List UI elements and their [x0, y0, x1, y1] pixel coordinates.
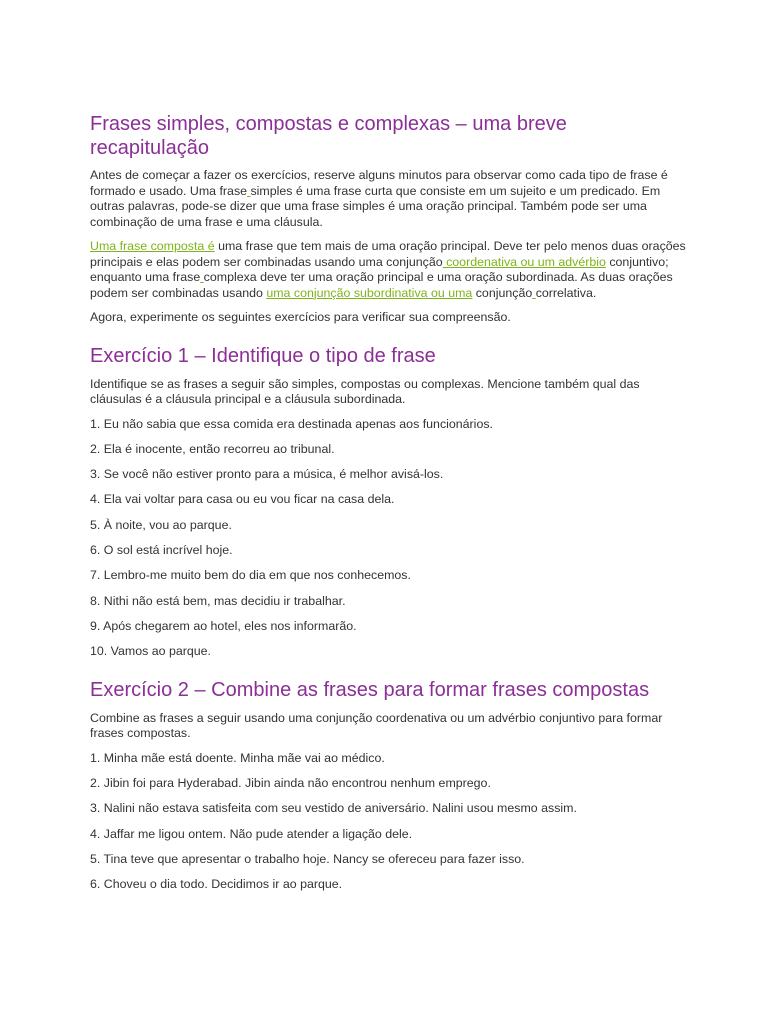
- intro-p2-text-c: complexa deve ter uma oração principal e uma oração subordinada. As duas orações podem ser combinadas usando: [90, 270, 673, 300]
- exercise-2-list: [90, 751, 686, 893]
- coordinating-conjunction-link[interactable]: coordenativa ou um advérbio: [442, 254, 606, 269]
- compound-sentence-link[interactable]: Uma frase composta é: [90, 239, 215, 253]
- subordinating-conjunction-link[interactable]: uma conjunção subordinativa ou uma: [266, 285, 473, 300]
- list-item: 1. Minha mãe está doente. Minha mãe vai ao médico.: [90, 750, 385, 765]
- list-item: 5. À noite, vou ao parque.: [90, 517, 232, 532]
- list-item: 3. Nalini não estava satisfeita com seu vestido de aniversário. Nalini usou mesmo assim.: [90, 801, 577, 816]
- list-item: 4. Jaffar me ligou ontem. Não pude atender a ligação dele.: [90, 826, 413, 841]
- list-item: 1. Eu não sabia que essa comida era destinada apenas aos funcionários.: [90, 416, 493, 431]
- intro-p1-text-b: simples é uma frase curta que consiste em um sujeito e um predicado. Em outras palavras, pode-se dizer que uma frase simples é uma oração principal. Também pode ser uma combinação de uma frase e uma cláusula.: [90, 183, 661, 229]
- intro-paragraph-1: [90, 168, 686, 230]
- exercise-1-list: [90, 417, 686, 660]
- exercise-1-instructions: Identifique se as frases a seguir são simples, compostas ou complexas. Mencione também qual das cláusulas é a cláusula principal e a cláusula subordinada.: [90, 376, 640, 406]
- intro-p1-text-a: Antes de começar a fazer os exercícios, reserve alguns minutos para observar como cada tipo de frase é formado e usado. Uma frase: [90, 168, 668, 198]
- exercise-2-heading: Exercício 2 – Combine as frases para formar frases compostas: [90, 678, 650, 701]
- list-item: 10. Vamos ao parque.: [90, 644, 212, 659]
- exercise-1-heading: Exercício 1 – Identifique o tipo de frase: [90, 344, 436, 367]
- list-item: 6. Choveu o dia todo. Decidimos ir ao parque.: [90, 877, 343, 892]
- document-content: [90, 112, 686, 902]
- intro-p2-text-e: correlativa.: [535, 285, 597, 300]
- list-item: 8. Nithi não está bem, mas decidiu ir trabalhar.: [90, 593, 346, 608]
- list-item: 5. Tina teve que apresentar o trabalho hoje. Nancy se ofereceu para fazer isso.: [90, 851, 525, 866]
- intro-p2-text-b: conjuntivo; enquanto uma frase: [90, 254, 669, 284]
- exercise-2-instructions: Combine as frases a seguir usando uma conjunção coordenativa ou um advérbio conjuntivo para formar frases compostas.: [90, 710, 663, 741]
- intro-p2-text-d: conjunção: [472, 285, 533, 300]
- list-item: 3. Se você não estiver pronto para a música, é melhor avisá-los.: [90, 467, 444, 482]
- list-item: 6. O sol está incrível hoje.: [90, 542, 233, 557]
- list-item: 2. Ela é inocente, então recorreu ao tribunal.: [90, 441, 335, 456]
- intro-paragraph-3: Agora, experimente os seguintes exercícios para verificar sua compreensão.: [90, 310, 511, 324]
- intro-paragraph-2: [90, 239, 686, 301]
- list-item: 9. Após chegarem ao hotel, eles nos informarão.: [90, 618, 357, 633]
- page-title: Frases simples, compostas e complexas – uma breve recapitulação: [90, 113, 567, 159]
- list-item: 2. Jibin foi para Hyderabad. Jibin ainda não encontrou nenhum emprego.: [90, 775, 491, 790]
- list-item: 4. Ela vai voltar para casa ou eu vou ficar na casa dela.: [90, 492, 395, 507]
- list-item: 7. Lembro-me muito bem do dia em que nos conhecemos.: [90, 568, 411, 583]
- intro-p2-text-a: uma frase que tem mais de uma oração principal. Deve ter pelo menos duas orações principais e elas podem ser combinadas usando uma conjunção: [90, 239, 686, 269]
